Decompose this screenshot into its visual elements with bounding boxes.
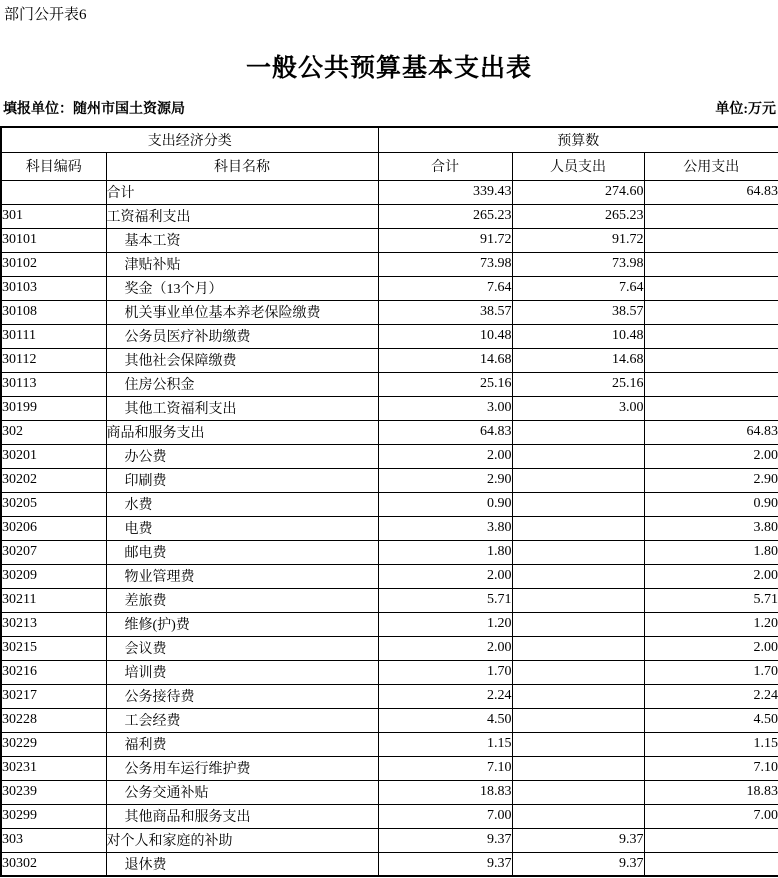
cell-subject-name: 津贴补贴 — [106, 252, 378, 276]
cell-subject-name: 电费 — [106, 516, 378, 540]
header-expense-classification: 支出经济分类 — [1, 127, 378, 152]
cell-subject-name: 商品和服务支出 — [106, 420, 378, 444]
table-row — [1, 540, 778, 564]
cell-public-expense: 2.24 — [644, 684, 778, 708]
cell-subject-name: 物业管理费 — [106, 564, 378, 588]
cell-personnel-expense: 38.57 — [512, 300, 644, 324]
cell-subject-name: 合计 — [106, 180, 378, 204]
cell-subject-name: 差旅费 — [106, 588, 378, 612]
cell-public-expense — [644, 228, 778, 252]
cell-total: 2.24 — [378, 684, 512, 708]
cell-public-expense: 2.90 — [644, 468, 778, 492]
table-row — [1, 300, 778, 324]
table-row — [1, 372, 778, 396]
cell-public-expense: 5.71 — [644, 588, 778, 612]
cell-public-expense — [644, 372, 778, 396]
cell-public-expense: 4.50 — [644, 708, 778, 732]
cell-public-expense: 1.80 — [644, 540, 778, 564]
table-row — [1, 612, 778, 636]
cell-subject-name: 福利费 — [106, 732, 378, 756]
cell-subject-code: 30302 — [1, 852, 106, 876]
header-columns-row — [1, 152, 778, 180]
cell-subject-name: 办公费 — [106, 444, 378, 468]
cell-subject-code: 30102 — [1, 252, 106, 276]
cell-subject-code: 30111 — [1, 324, 106, 348]
cell-total: 7.00 — [378, 804, 512, 828]
cell-personnel-expense: 274.60 — [512, 180, 644, 204]
cell-subject-code — [1, 180, 106, 204]
table-row — [1, 636, 778, 660]
cell-public-expense: 2.00 — [644, 636, 778, 660]
cell-subject-code: 30209 — [1, 564, 106, 588]
table-row — [1, 180, 778, 204]
table-row — [1, 228, 778, 252]
cell-personnel-expense — [512, 660, 644, 684]
cell-personnel-expense — [512, 492, 644, 516]
cell-total: 2.90 — [378, 468, 512, 492]
cell-personnel-expense — [512, 468, 644, 492]
cell-subject-code: 30228 — [1, 708, 106, 732]
cell-personnel-expense — [512, 708, 644, 732]
cell-total: 0.90 — [378, 492, 512, 516]
cell-total: 5.71 — [378, 588, 512, 612]
cell-public-expense — [644, 324, 778, 348]
cell-subject-code: 30103 — [1, 276, 106, 300]
cell-public-expense — [644, 276, 778, 300]
cell-personnel-expense — [512, 588, 644, 612]
cell-subject-code: 301 — [1, 204, 106, 228]
cell-subject-name: 维修(护)费 — [106, 612, 378, 636]
cell-subject-code: 30216 — [1, 660, 106, 684]
cell-total: 3.00 — [378, 396, 512, 420]
cell-total: 2.00 — [378, 564, 512, 588]
cell-personnel-expense — [512, 804, 644, 828]
table-body — [1, 180, 778, 876]
cell-total: 1.80 — [378, 540, 512, 564]
cell-total: 38.57 — [378, 300, 512, 324]
cell-total: 9.37 — [378, 852, 512, 876]
cell-personnel-expense — [512, 540, 644, 564]
cell-subject-name: 会议费 — [106, 636, 378, 660]
cell-subject-name: 对个人和家庭的补助 — [106, 828, 378, 852]
cell-subject-name: 退休费 — [106, 852, 378, 876]
header-total: 合计 — [378, 152, 512, 180]
cell-personnel-expense — [512, 612, 644, 636]
cell-personnel-expense: 10.48 — [512, 324, 644, 348]
cell-public-expense: 1.15 — [644, 732, 778, 756]
cell-subject-code: 303 — [1, 828, 106, 852]
cell-subject-code: 30215 — [1, 636, 106, 660]
table-row — [1, 516, 778, 540]
header-group-row — [1, 127, 778, 152]
cell-public-expense — [644, 852, 778, 876]
header-subject-name: 科目名称 — [106, 152, 378, 180]
header-budget-figures: 预算数 — [378, 127, 778, 152]
cell-subject-code: 30205 — [1, 492, 106, 516]
cell-subject-code: 302 — [1, 420, 106, 444]
cell-subject-code: 30202 — [1, 468, 106, 492]
cell-public-expense: 7.10 — [644, 756, 778, 780]
cell-personnel-expense: 3.00 — [512, 396, 644, 420]
cell-total: 1.20 — [378, 612, 512, 636]
header-public-expense: 公用支出 — [644, 152, 778, 180]
cell-total: 25.16 — [378, 372, 512, 396]
cell-subject-name: 邮电费 — [106, 540, 378, 564]
cell-personnel-expense: 73.98 — [512, 252, 644, 276]
cell-subject-name: 机关事业单位基本养老保险缴费 — [106, 300, 378, 324]
page-title: 一般公共预算基本支出表 — [245, 55, 532, 82]
table-row — [1, 852, 778, 876]
cell-subject-code: 30199 — [1, 396, 106, 420]
cell-personnel-expense: 9.37 — [512, 852, 644, 876]
cell-total: 73.98 — [378, 252, 512, 276]
cell-public-expense — [644, 828, 778, 852]
cell-subject-code: 30108 — [1, 300, 106, 324]
cell-total: 18.83 — [378, 780, 512, 804]
cell-total: 64.83 — [378, 420, 512, 444]
cell-personnel-expense: 25.16 — [512, 372, 644, 396]
table-row — [1, 756, 778, 780]
meta-row — [0, 98, 778, 118]
cell-total: 9.37 — [378, 828, 512, 852]
table-row — [1, 204, 778, 228]
cell-public-expense: 1.70 — [644, 660, 778, 684]
cell-personnel-expense: 14.68 — [512, 348, 644, 372]
cell-subject-name: 工会经费 — [106, 708, 378, 732]
cell-subject-name: 公务接待费 — [106, 684, 378, 708]
cell-total: 265.23 — [378, 204, 512, 228]
cell-personnel-expense — [512, 564, 644, 588]
header-personnel-expense: 人员支出 — [512, 152, 644, 180]
cell-subject-name: 印刷费 — [106, 468, 378, 492]
table-row — [1, 348, 778, 372]
cell-subject-code: 30201 — [1, 444, 106, 468]
cell-subject-code: 30207 — [1, 540, 106, 564]
table-row — [1, 444, 778, 468]
cell-subject-name: 奖金（13个月） — [106, 276, 378, 300]
table-row — [1, 804, 778, 828]
header-subject-code: 科目编码 — [1, 152, 106, 180]
cell-total: 1.70 — [378, 660, 512, 684]
cell-public-expense: 64.83 — [644, 420, 778, 444]
cell-subject-name: 公务员医疗补助缴费 — [106, 324, 378, 348]
cell-subject-name: 其他商品和服务支出 — [106, 804, 378, 828]
table-row — [1, 564, 778, 588]
cell-personnel-expense: 265.23 — [512, 204, 644, 228]
cell-public-expense — [644, 252, 778, 276]
cell-subject-name: 住房公积金 — [106, 372, 378, 396]
cell-subject-code: 30231 — [1, 756, 106, 780]
table-row — [1, 588, 778, 612]
cell-personnel-expense — [512, 732, 644, 756]
table-row — [1, 468, 778, 492]
cell-personnel-expense — [512, 780, 644, 804]
cell-public-expense: 3.80 — [644, 516, 778, 540]
cell-subject-code: 30229 — [1, 732, 106, 756]
table-row — [1, 396, 778, 420]
table-row — [1, 660, 778, 684]
cell-total: 10.48 — [378, 324, 512, 348]
cell-total: 2.00 — [378, 444, 512, 468]
cell-personnel-expense — [512, 444, 644, 468]
cell-subject-name: 其他工资福利支出 — [106, 396, 378, 420]
cell-personnel-expense — [512, 756, 644, 780]
cell-subject-code: 30101 — [1, 228, 106, 252]
table-row — [1, 708, 778, 732]
cell-public-expense: 18.83 — [644, 780, 778, 804]
cell-personnel-expense — [512, 420, 644, 444]
cell-personnel-expense: 7.64 — [512, 276, 644, 300]
cell-personnel-expense: 91.72 — [512, 228, 644, 252]
cell-total: 91.72 — [378, 228, 512, 252]
cell-personnel-expense: 9.37 — [512, 828, 644, 852]
table-row — [1, 324, 778, 348]
cell-subject-name: 公务交通补贴 — [106, 780, 378, 804]
cell-personnel-expense — [512, 684, 644, 708]
cell-total: 3.80 — [378, 516, 512, 540]
cell-subject-code: 30217 — [1, 684, 106, 708]
cell-subject-code: 30211 — [1, 588, 106, 612]
cell-public-expense — [644, 204, 778, 228]
cell-public-expense: 2.00 — [644, 564, 778, 588]
cell-subject-code: 30113 — [1, 372, 106, 396]
cell-public-expense — [644, 348, 778, 372]
cell-total: 7.10 — [378, 756, 512, 780]
table-row — [1, 276, 778, 300]
cell-subject-code: 30299 — [1, 804, 106, 828]
reporting-unit-label: 填报单位：随州市国土资源局 — [3, 102, 185, 117]
cell-public-expense: 0.90 — [644, 492, 778, 516]
cell-public-expense — [644, 396, 778, 420]
cell-subject-name: 水费 — [106, 492, 378, 516]
table-row — [1, 420, 778, 444]
cell-public-expense: 64.83 — [644, 180, 778, 204]
cell-public-expense: 7.00 — [644, 804, 778, 828]
cell-subject-code: 30112 — [1, 348, 106, 372]
page-corner-label: 部门公开表6 — [4, 7, 87, 23]
cell-subject-code: 30239 — [1, 780, 106, 804]
cell-total: 14.68 — [378, 348, 512, 372]
unit-note-label: 单位:万元 — [715, 102, 776, 117]
table-row — [1, 252, 778, 276]
cell-total: 1.15 — [378, 732, 512, 756]
table-row — [1, 828, 778, 852]
cell-public-expense: 1.20 — [644, 612, 778, 636]
cell-personnel-expense — [512, 636, 644, 660]
cell-subject-name: 公务用车运行维护费 — [106, 756, 378, 780]
table-header — [1, 127, 778, 180]
table-row — [1, 780, 778, 804]
cell-subject-name: 基本工资 — [106, 228, 378, 252]
cell-subject-name: 其他社会保障缴费 — [106, 348, 378, 372]
cell-total: 2.00 — [378, 636, 512, 660]
table-row — [1, 492, 778, 516]
table-row — [1, 732, 778, 756]
cell-subject-code: 30206 — [1, 516, 106, 540]
cell-subject-name: 培训费 — [106, 660, 378, 684]
cell-total: 339.43 — [378, 180, 512, 204]
table-row — [1, 684, 778, 708]
cell-total: 7.64 — [378, 276, 512, 300]
cell-subject-name: 工资福利支出 — [106, 204, 378, 228]
cell-subject-code: 30213 — [1, 612, 106, 636]
cell-public-expense — [644, 300, 778, 324]
cell-personnel-expense — [512, 516, 644, 540]
expense-table — [0, 126, 778, 877]
cell-public-expense: 2.00 — [644, 444, 778, 468]
cell-total: 4.50 — [378, 708, 512, 732]
